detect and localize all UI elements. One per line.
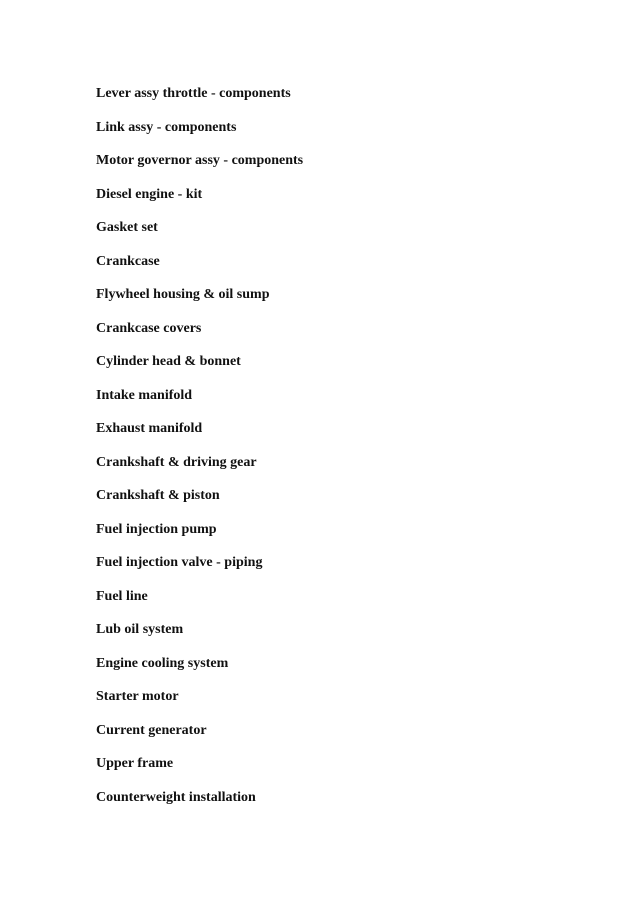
list-item: Upper frame <box>96 756 174 771</box>
list-item: Starter motor <box>96 689 179 704</box>
list-item: Intake manifold <box>96 387 193 403</box>
list-item: Diesel engine - kit <box>96 186 203 202</box>
list-item: Fuel line <box>96 588 148 604</box>
parts-list <box>96 85 596 822</box>
list-item: Motor governor assy - components <box>96 153 304 168</box>
list-item: Fuel injection pump <box>96 521 217 537</box>
list-item: Crankcase <box>96 253 160 269</box>
list-item: Link assy - components <box>96 119 237 135</box>
list-item: Exhaust manifold <box>96 421 203 436</box>
list-item: Flywheel housing & oil sump <box>96 287 270 302</box>
list-item: Crankcase covers <box>96 320 202 336</box>
list-item: Fuel injection valve - piping <box>96 555 263 570</box>
list-item: Current generator <box>96 722 207 738</box>
list-item: Lub oil system <box>96 622 184 637</box>
list-item: Crankshaft & piston <box>96 488 220 503</box>
list-item: Gasket set <box>96 220 158 235</box>
list-item: Cylinder head & bonnet <box>96 354 241 369</box>
list-item: Crankshaft & driving gear <box>96 454 257 470</box>
list-item: Engine cooling system <box>96 655 229 671</box>
list-item: Lever assy throttle - components <box>96 86 291 101</box>
list-item: Counterweight installation <box>96 789 256 805</box>
